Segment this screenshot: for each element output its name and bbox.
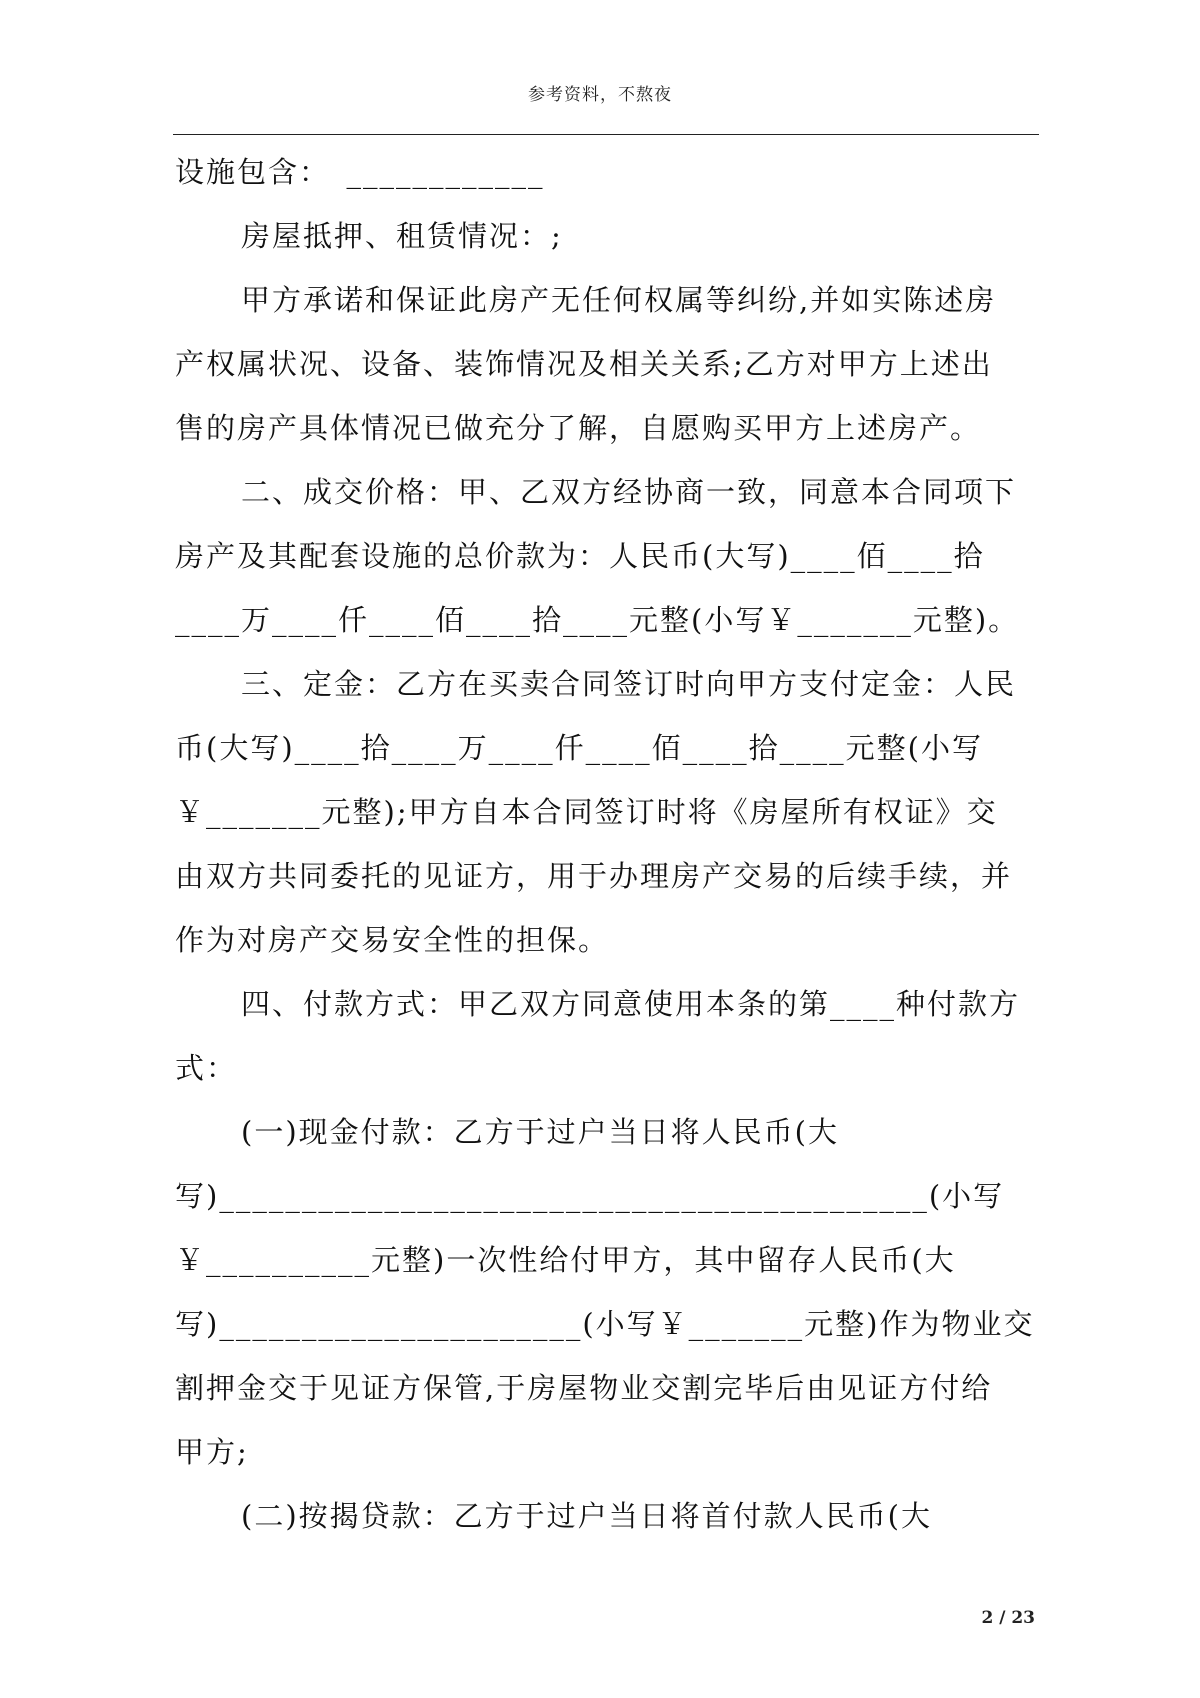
text-line: 写)___________________________________________(小写 [175,1179,1005,1213]
text-line: 币(大写)____拾____万____仟____佰____拾____元整(小写 [175,731,983,765]
header-divider [173,134,1039,135]
text-line: 由双方共同委托的见证方，用于办理房产交易的后续手续，并 [175,859,1013,893]
text-line: 二、成交价格：甲、乙双方经协商一致，同意本合同项下 [241,475,1017,509]
text-line: 甲方承诺和保证此房产无任何权属等纠纷,并如实陈述房 [241,283,997,317]
text-line: 售的房产具体情况已做充分了解，自愿购买甲方上述房产。 [175,411,982,445]
text-line: 三、定金：乙方在买卖合同签订时向甲方支付定金：人民 [241,667,1017,701]
document-body [175,140,1035,1548]
text-line: 甲方; [175,1435,249,1469]
text-line: 割押金交于见证方保管,于房屋物业交割完毕后由见证方付给 [175,1371,993,1405]
text-line: 房屋抵押、租赁情况：; [241,219,563,253]
text-line: 设施包含： ____________ [175,155,545,189]
text-line: ￥__________元整)一次性给付甲方，其中留存人民币(大 [175,1243,956,1277]
text-line: (一)现金付款：乙方于过户当日将人民币(大 [241,1115,839,1149]
text-line: 四、付款方式：甲乙双方同意使用本条的第____种付款方 [241,987,1021,1021]
page-header: 参考资料，不熬夜 [528,85,672,105]
text-line: (二)按揭贷款：乙方于过户当日将首付款人民币(大 [241,1499,932,1533]
page-number: 2 / 23 [981,1608,1035,1628]
text-line: 产权属状况、设备、装饰情况及相关关系;乙方对甲方上述出 [175,347,993,381]
text-line: 作为对房产交易安全性的担保。 [175,923,610,957]
text-line: 房产及其配套设施的总价款为：人民币(大写)____佰____拾 [175,539,985,573]
text-line: ￥_______元整);甲方自本合同签订时将《房屋所有权证》交 [175,795,998,829]
text-line: 写)______________________(小写￥_______元整)作为物业交 [175,1307,1035,1341]
text-line: 式： [175,1051,238,1085]
text-line: ____万____仟____佰____拾____元整(小写￥_______元整)。 [175,603,1020,637]
